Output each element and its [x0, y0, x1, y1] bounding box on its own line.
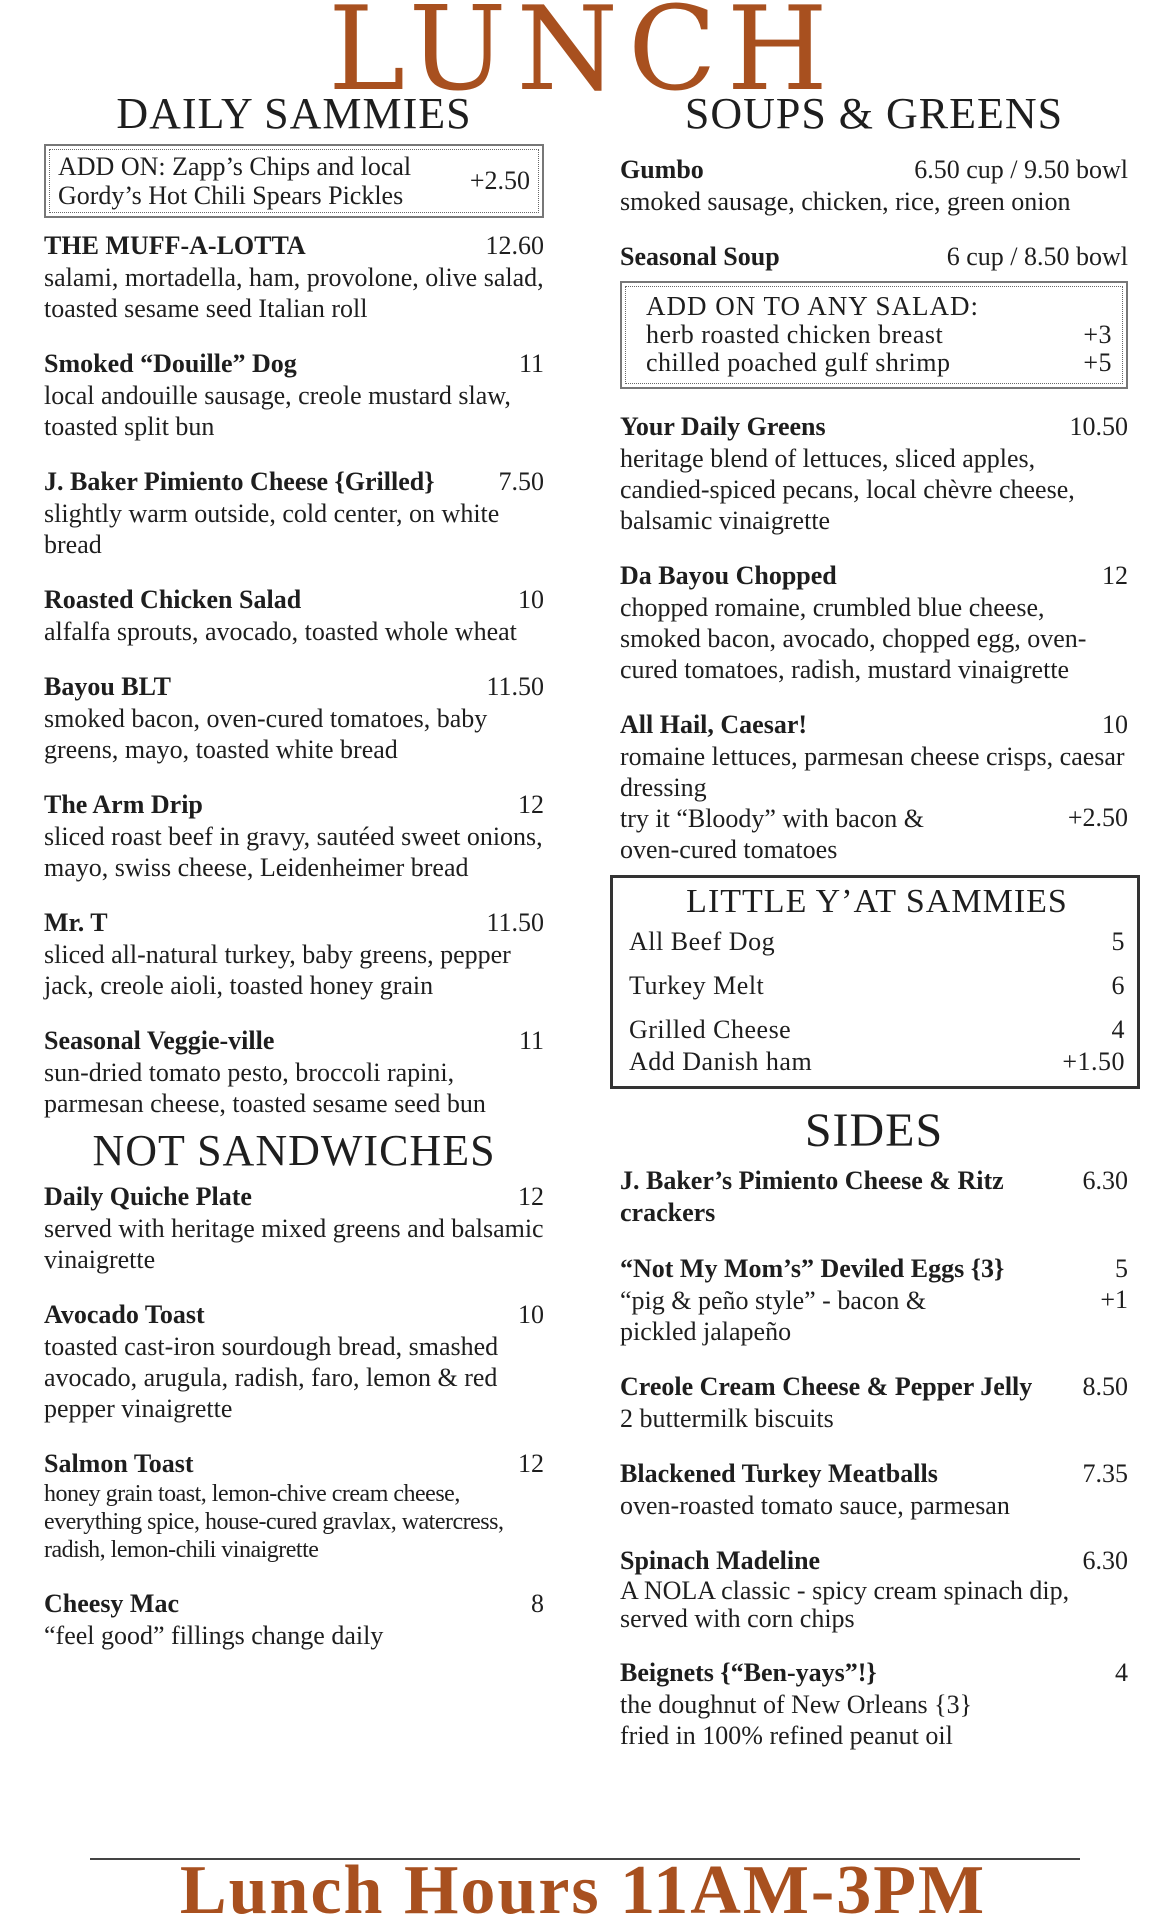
right-column [620, 89, 1128, 1775]
daily-sammies-heading: DAILY SAMMIES [116, 89, 472, 138]
item-desc: local andouille sausage, creole mustard slaw, toasted split bun [44, 381, 511, 441]
menu-item [620, 1657, 1128, 1751]
menu-item [44, 584, 544, 647]
menu-item [44, 1025, 544, 1119]
item-name: Avocado Toast [44, 1300, 205, 1329]
item-price: 6.50 cup / 9.50 bowl [914, 155, 1128, 184]
item-name: J. Baker’s Pimiento Cheese & Ritz crackers [620, 1166, 1004, 1227]
item-name: Da Bayou Chopped [620, 561, 837, 590]
item-desc: 2 buttermilk biscuits [620, 1404, 834, 1433]
little-yat-item: Grilled Cheese 4 [629, 1015, 1125, 1044]
item-desc: the doughnut of New Orleans {3} fried in 100% refined peanut oil [620, 1690, 973, 1750]
menu-item [44, 1588, 544, 1651]
menu-title: LUNCH [328, 0, 838, 117]
item-desc: romaine lettuces, parmesan cheese crisps, caesar dressing [620, 742, 1125, 802]
item-name: Cheesy Mac [44, 1589, 180, 1618]
menu-item [44, 1299, 544, 1424]
item-name: Beignets {“Ben-yays”!} [620, 1658, 877, 1687]
menu-item [620, 1253, 1128, 1347]
item-price: 7.35 [1082, 1459, 1128, 1488]
sammies-addon-text: ADD ON: Zapp’s Chips and local Gordy’s Hot Chili Spears Pickles [58, 152, 412, 210]
item-name: Mr. T [44, 908, 108, 937]
item-price: 10.50 [1069, 412, 1128, 441]
item-name: Bayou BLT [44, 672, 171, 701]
item-name: Daily Quiche Plate [44, 1182, 252, 1211]
menu-item [44, 230, 544, 324]
menu-item [620, 154, 1128, 217]
menu-item [620, 1545, 1128, 1633]
item-price: 12 [518, 790, 544, 819]
item-desc: slightly warm outside, cold center, on white bread [44, 499, 500, 559]
menu-item [44, 1448, 544, 1564]
item-desc: oven-roasted tomato sauce, parmesan [620, 1491, 1010, 1520]
item-price: 12 [518, 1449, 544, 1478]
not-sandwiches-list [44, 1181, 544, 1651]
item-desc: sun-dried tomato pesto, broccoli rapini, parmesan cheese, toasted sesame seed bun [44, 1058, 486, 1118]
item-price: 10 [518, 1300, 544, 1329]
salad-addon-row: herb roasted chicken breast +3 [646, 320, 1112, 349]
menu-item [44, 348, 544, 442]
salad-addon-title: ADD ON TO ANY SALAD: [646, 291, 980, 321]
sides-heading: SIDES [804, 1104, 944, 1157]
left-column [44, 89, 544, 1675]
salad-addon-box [620, 281, 1128, 389]
item-desc: sliced all-natural turkey, baby greens, pepper jack, creole aioli, toasted honey grain [44, 940, 511, 1000]
item-extra: “pig & peño style” - bacon & pickled jalapeño +1 [620, 1285, 1128, 1346]
little-yat-addon: Add Danish ham +1.50 [629, 1047, 1125, 1076]
sammies-addon-box [44, 144, 544, 218]
item-price: 5 [1115, 1254, 1128, 1283]
item-price: 11.50 [486, 908, 544, 937]
item-price: 8 [531, 1589, 544, 1618]
item-desc: served with heritage mixed greens and balsamic vinaigrette [44, 1214, 544, 1274]
menu-item [620, 560, 1128, 685]
item-price: 12 [518, 1182, 544, 1211]
item-name: Blackened Turkey Meatballs [620, 1459, 938, 1488]
menu-item [620, 1458, 1128, 1521]
item-price: 12.60 [485, 231, 544, 260]
menu-item [620, 411, 1128, 536]
menu-item [44, 671, 544, 765]
little-yat-item: All Beef Dog 5 [629, 927, 1125, 956]
item-name: Smoked “Douille” Dog [44, 349, 297, 378]
item-desc: “feel good” fillings change daily [44, 1621, 384, 1650]
salad-addon-row: chilled poached gulf shrimp +5 [646, 348, 1112, 377]
item-price: 10 [1102, 710, 1128, 739]
little-yat-item: Turkey Melt 6 [629, 971, 1125, 1000]
item-name: Salmon Toast [44, 1449, 194, 1478]
item-name: Seasonal Veggie-ville [44, 1026, 275, 1055]
item-desc: A NOLA classic - spicy cream spinach dip, served with corn chips [620, 1576, 1070, 1633]
item-name: All Hail, Caesar! [620, 710, 808, 739]
menu-item [620, 1371, 1128, 1434]
item-name: Gumbo [620, 155, 704, 184]
menu-item [44, 907, 544, 1001]
item-desc: chopped romaine, crumbled blue cheese, smoked bacon, avocado, chopped egg, oven-cured tomatoes, radish, mustard vinaigrette [620, 593, 1087, 684]
item-desc: toasted cast-iron sourdough bread, smashed avocado, arugula, radish, faro, lemon & red pepper vinaigrette [44, 1332, 499, 1423]
item-name: “Not My Mom’s” Deviled Eggs {3} [620, 1254, 1005, 1283]
not-sandwiches-heading: NOT SANDWICHES [92, 1126, 496, 1175]
sammies-list [44, 230, 544, 1119]
sides-list [620, 1165, 1128, 1751]
item-price: 6.30 [1082, 1546, 1128, 1575]
item-desc: sliced roast beef in gravy, sautéed sweet onions, mayo, swiss cheese, Leidenheimer bread [44, 822, 543, 882]
item-price: 8.50 [1082, 1372, 1128, 1401]
item-price: 12 [1102, 561, 1128, 590]
item-price: 11.50 [486, 672, 544, 701]
menu-item [44, 1181, 544, 1275]
item-name: Seasonal Soup [620, 242, 780, 271]
item-desc: honey grain toast, lemon-chive cream cheese, everything spice, house-cured gravlax, watercress, radish, lemon-chili vinaigrette [44, 1481, 504, 1563]
little-yat-box [610, 875, 1140, 1089]
sammies-addon-price: +2.50 [469, 166, 530, 195]
menu-item [620, 241, 1128, 273]
item-price: 7.50 [498, 467, 544, 496]
item-name: J. Baker Pimiento Cheese {Grilled} [44, 467, 435, 496]
item-desc: smoked sausage, chicken, rice, green onion [620, 187, 1071, 216]
item-extra: try it “Bloody” with bacon & oven-cured tomatoes +2.50 [620, 803, 1128, 864]
item-desc: salami, mortadella, ham, provolone, olive salad, toasted sesame seed Italian roll [44, 263, 544, 323]
menu-item [44, 789, 544, 883]
item-name: Creole Cream Cheese & Pepper Jelly [620, 1372, 1033, 1401]
item-name: The Arm Drip [44, 790, 203, 819]
item-name: Your Daily Greens [620, 412, 826, 441]
item-name: Roasted Chicken Salad [44, 585, 302, 614]
menu-item [620, 709, 1128, 865]
item-name: THE MUFF-A-LOTTA [44, 231, 306, 260]
item-price: 6 cup / 8.50 bowl [946, 242, 1128, 271]
item-price: 4 [1115, 1658, 1128, 1687]
little-yat-heading: LITTLE Y’AT SAMMIES [686, 883, 1068, 920]
item-desc: alfalfa sprouts, avocado, toasted whole wheat [44, 617, 517, 646]
item-desc: smoked bacon, oven-cured tomatoes, baby greens, mayo, toasted white bread [44, 704, 488, 764]
menu-item [620, 1165, 1128, 1229]
item-name: Spinach Madeline [620, 1546, 821, 1575]
item-price: 11 [518, 349, 544, 378]
lunch-hours: Lunch Hours 11AM-3PM [179, 1852, 987, 1929]
item-price: 6.30 [1082, 1166, 1128, 1195]
menu-item [44, 466, 544, 560]
item-price: 11 [518, 1026, 544, 1055]
item-desc: heritage blend of lettuces, sliced apples, candied-spiced pecans, local chèvre cheese, balsamic vinaigrette [620, 444, 1075, 535]
item-price: 10 [518, 585, 544, 614]
soups-greens-heading: SOUPS & GREENS [684, 89, 1064, 138]
